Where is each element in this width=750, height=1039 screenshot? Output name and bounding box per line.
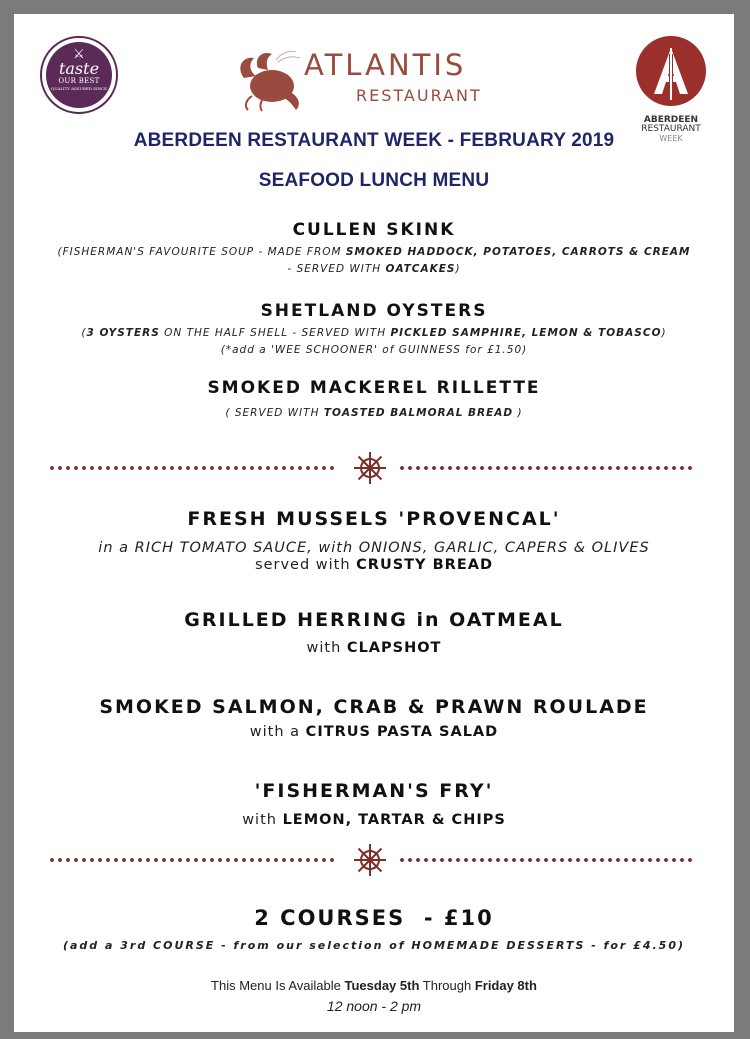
atlantis-logo	[234, 44, 504, 116]
desc-text: with	[242, 812, 283, 828]
main-description	[14, 640, 734, 656]
desc-text: served with	[255, 557, 357, 573]
menu-title: SEAFOOD LUNCH MENU	[258, 170, 490, 191]
starter-title: SMOKED MACKEREL RILLETTE	[207, 378, 541, 398]
desc-text: (	[81, 327, 87, 339]
desc-text: ( SERVED WITH	[225, 407, 324, 419]
dotted-divider	[48, 858, 338, 862]
week-line-1: ABERDEEN	[643, 115, 699, 125]
menu-page	[14, 14, 734, 1032]
main-description	[14, 724, 734, 740]
availability	[14, 978, 734, 993]
desc-text: )	[661, 327, 667, 339]
desc-bold: CRUSTY BREAD	[356, 557, 493, 573]
taste-our-best-logo	[40, 36, 118, 114]
guinness-note: (*add a 'WEE SCHOONER' of GUINNESS for £1.50)	[220, 344, 528, 356]
taste-logo-sub: OUR BEST	[58, 77, 100, 85]
main-description	[14, 812, 734, 828]
event-title: ABERDEEN RESTAURANT WEEK - FEBRUARY 2019	[133, 130, 615, 151]
desc-text: ON THE HALF SHELL - SERVED WITH	[159, 327, 391, 339]
desc-bold: LEMON, TARTAR & CHIPS	[282, 812, 506, 828]
taste-logo-word: taste	[58, 59, 100, 78]
desc-bold: TOASTED BALMORAL BREAD	[323, 407, 514, 419]
desc-bold: CLAPSHOT	[346, 640, 442, 656]
desc-bold: CITRUS PASTA SALAD	[305, 724, 499, 740]
desc-text: with	[306, 640, 347, 656]
opening-hours: 12 noon - 2 pm	[326, 998, 422, 1014]
dotted-divider	[398, 858, 694, 862]
starter-description	[14, 327, 734, 339]
starter-description	[14, 246, 734, 258]
price: 2 COURSES - £10	[254, 906, 494, 930]
desc-bold: 3 OYSTERS	[86, 327, 160, 339]
taste-logo-badge	[46, 42, 112, 108]
starter-title: SHETLAND OYSTERS	[260, 301, 488, 321]
desc-text: - SERVED WITH	[287, 263, 386, 275]
desc-bold: OATCAKES	[385, 263, 456, 275]
desc-bold: SMOKED HADDOCK, POTATOES, CARROTS & CREAM	[345, 246, 691, 258]
desc-text: )	[513, 407, 523, 419]
main-description: in a RICH TOMATO SAUCE, with ONIONS, GARLIC, CAPERS & OLIVES	[98, 540, 650, 556]
lobster-icon	[234, 48, 304, 112]
desc-text: )	[455, 263, 461, 275]
main-title: 'FISHERMAN'S FRY'	[254, 780, 494, 802]
brand-subtitle: RESTAURANT	[356, 86, 482, 105]
desc-text: with a	[249, 724, 306, 740]
ship-wheel-icon	[352, 842, 388, 878]
brand-name: ATLANTIS	[304, 48, 467, 82]
availability-text: This Menu Is Available	[211, 978, 345, 993]
main-title: GRILLED HERRING in OATMEAL	[184, 609, 564, 631]
restaurant-week-logo	[636, 36, 706, 106]
dessert-note: (add a 3rd COURSE - from our selection of HOMEMADE DESSERTS - for £4.50)	[62, 939, 686, 952]
main-description	[14, 557, 734, 573]
ship-wheel-icon	[352, 450, 388, 486]
dotted-divider	[398, 466, 694, 470]
desc-bold: PICKLED SAMPHIRE, LEMON & TOBASCO	[390, 327, 662, 339]
dotted-divider	[48, 466, 338, 470]
availability-day: Tuesday 5th	[344, 978, 420, 993]
cutlery-icon: ⚔	[73, 47, 85, 62]
main-title: FRESH MUSSELS 'PROVENCAL'	[187, 508, 561, 530]
starter-title: CULLEN SKINK	[292, 220, 456, 240]
letter-a-icon	[636, 36, 706, 106]
main-title: SMOKED SALMON, CRAB & PRAWN ROULADE	[99, 696, 649, 718]
week-line-3: WEEK	[659, 134, 683, 143]
desc-text: (FISHERMAN'S FAVOURITE SOUP - MADE FROM	[57, 246, 346, 258]
week-line-2: RESTAURANT	[641, 124, 701, 134]
starter-description	[14, 263, 734, 275]
taste-logo-caption: QUALITY ASSURED SINCE	[50, 86, 108, 91]
starter-description	[14, 407, 734, 419]
availability-text: Through	[419, 978, 475, 993]
availability-day: Friday 8th	[474, 978, 537, 993]
